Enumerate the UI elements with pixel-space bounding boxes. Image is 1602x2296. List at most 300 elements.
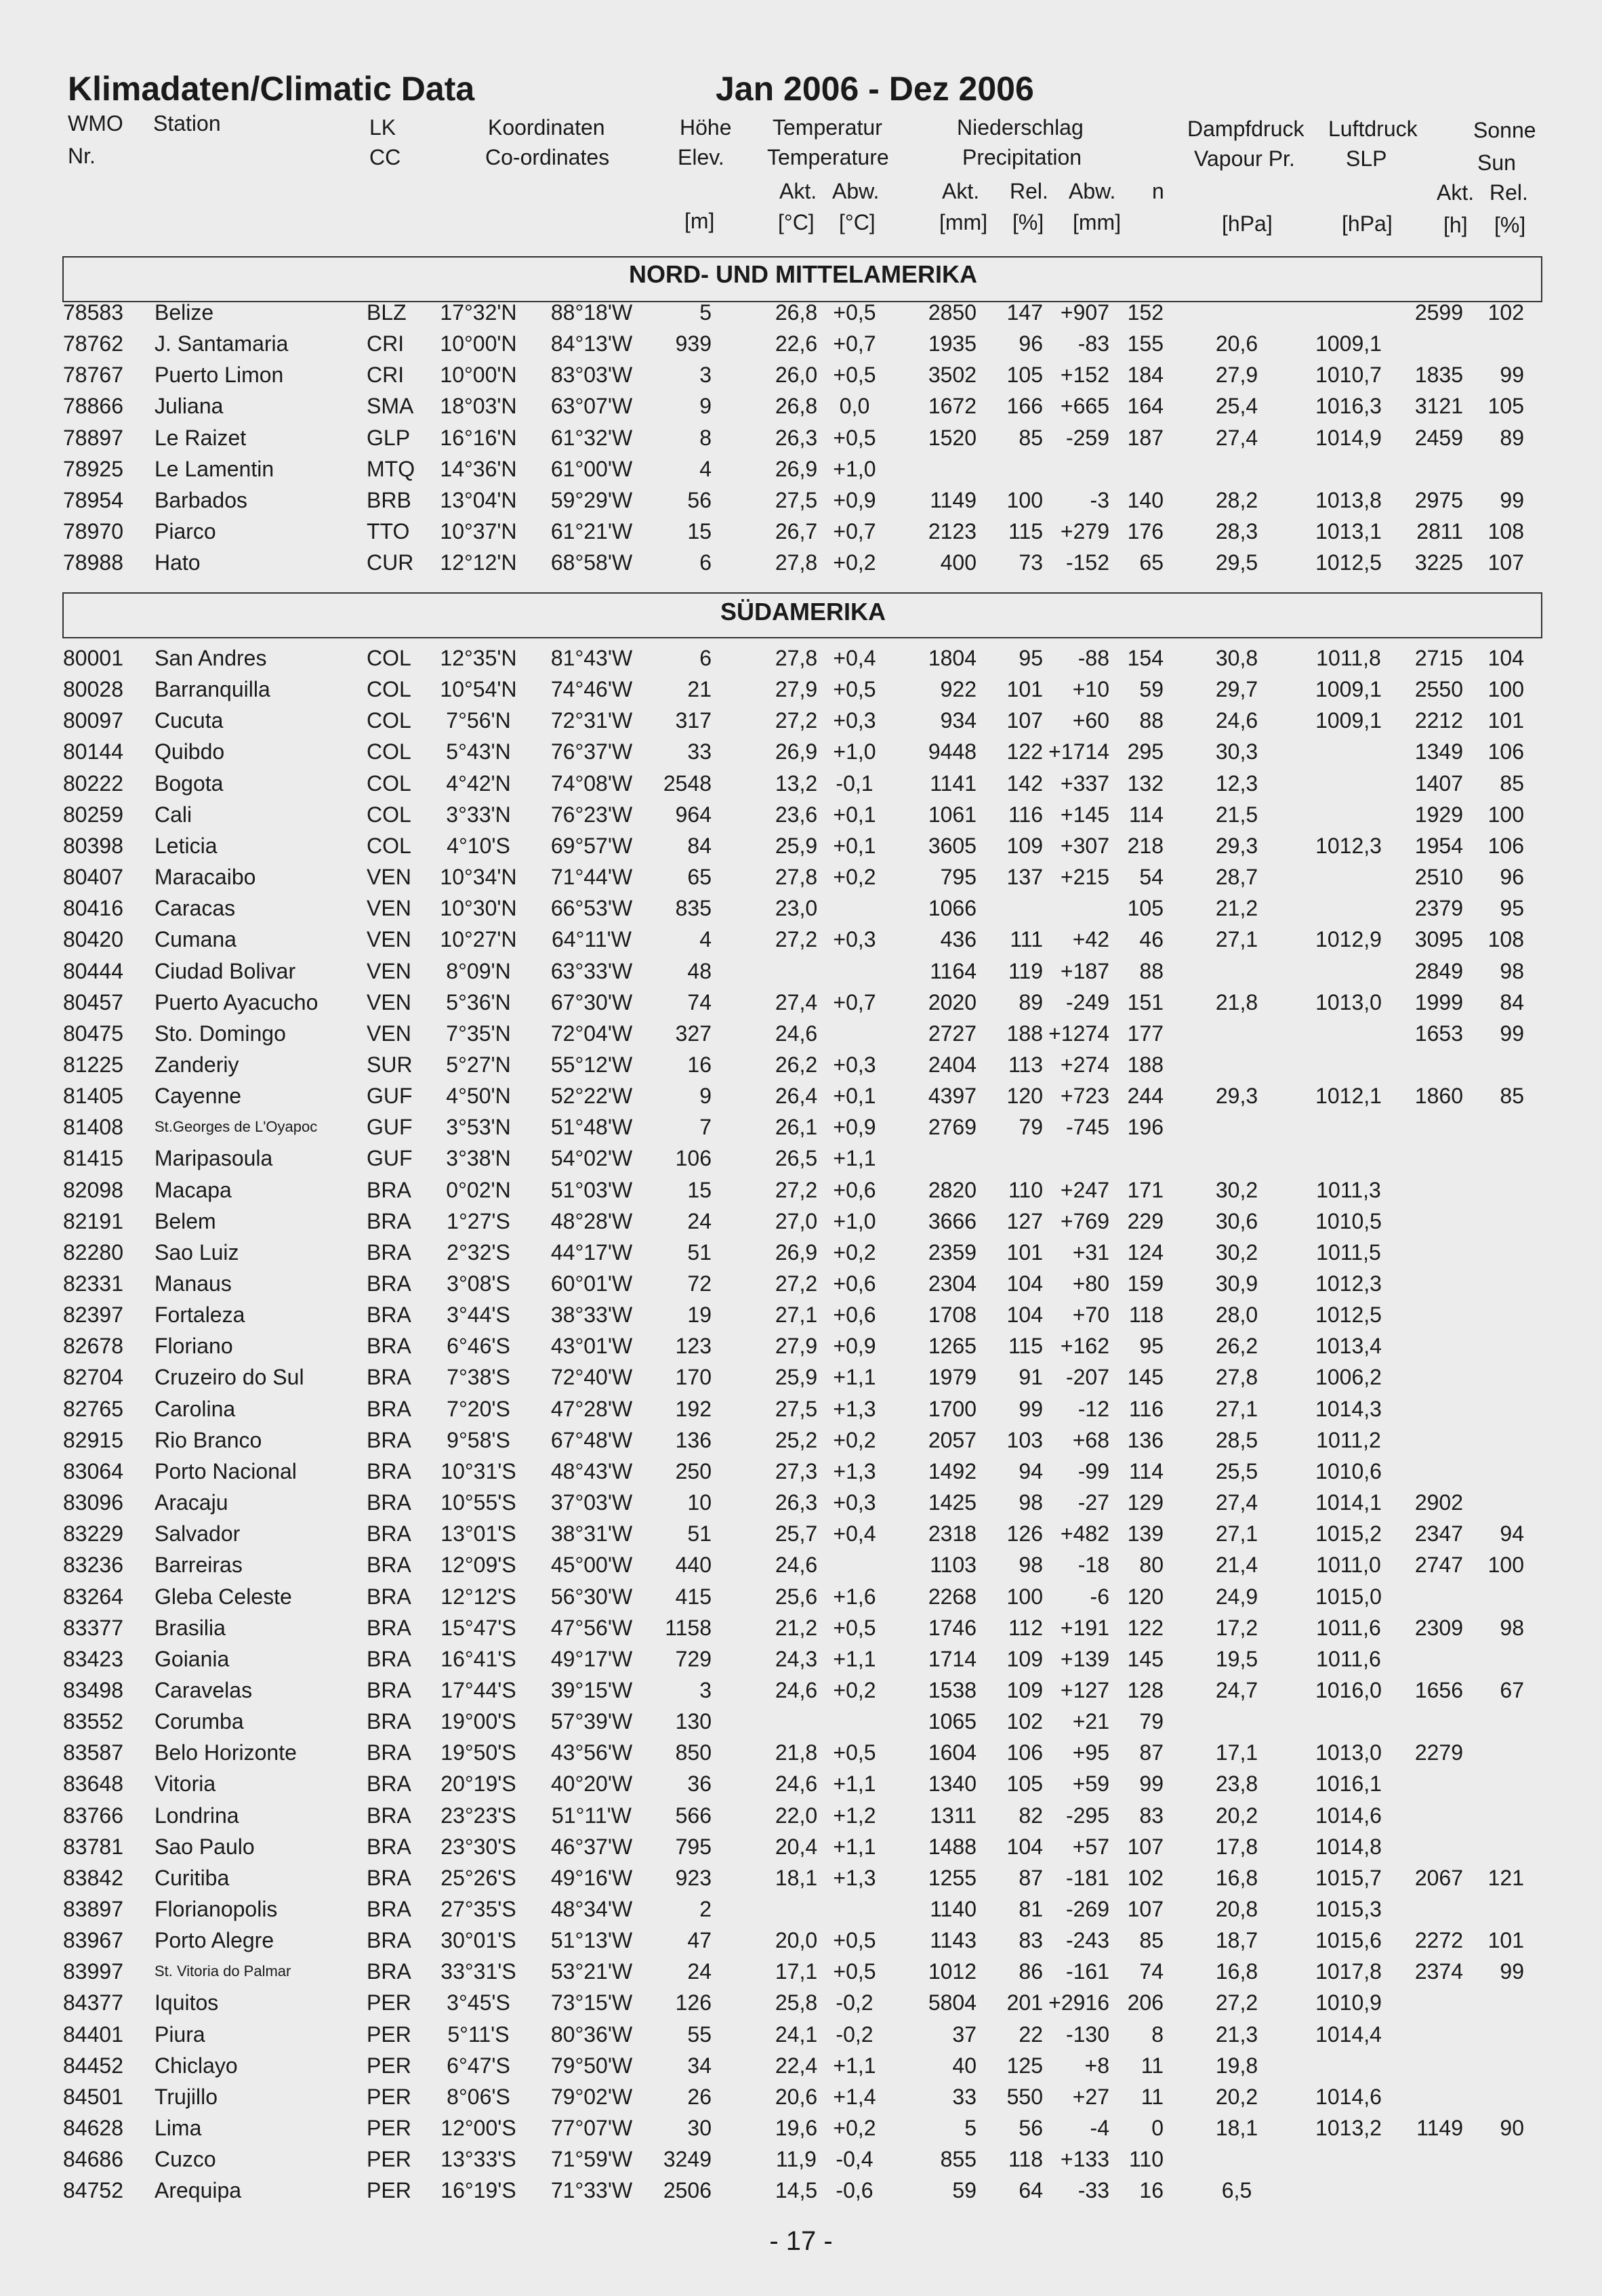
precip-actual-cell: 1340 — [928, 1771, 977, 1797]
country-code-cell: PER — [367, 2116, 411, 2141]
precip-relative-cell: 86 — [1019, 1959, 1043, 1984]
latitude-cell: 15°47'S — [440, 1615, 516, 1640]
temp-actual-cell: 25,9 — [775, 833, 818, 858]
table-row — [0, 1987, 1602, 2018]
country-code-cell: BRA — [367, 1959, 411, 1984]
precip-relative-cell: 109 — [1006, 1677, 1043, 1702]
temp-deviation-cell: +1,1 — [833, 1771, 876, 1797]
station-name-cell: Arequipa — [155, 2178, 242, 2203]
precip-actual-cell: 3605 — [928, 833, 977, 858]
latitude-cell: 10°31'S — [440, 1458, 516, 1483]
precip-days-cell: 11 — [1141, 2053, 1164, 2078]
temp-actual-cell: 25,7 — [775, 1521, 818, 1546]
precip-actual-cell: 2850 — [928, 300, 977, 325]
country-code-cell: BRA — [367, 1928, 411, 1953]
precip-deviation-cell: +31 — [1072, 1239, 1109, 1265]
latitude-cell: 8°06'S — [447, 2084, 510, 2109]
longitude-cell: 43°56'W — [550, 1740, 633, 1765]
precip-days-cell: 54 — [1139, 865, 1164, 890]
vapour-pressure-cell: 12,3 — [1215, 771, 1258, 796]
page-number: - 17 - — [769, 2226, 833, 2256]
sunshine-hours-cell: 2715 — [1414, 646, 1463, 670]
header-dampfdruck: Dampfdruck — [1187, 117, 1305, 141]
precip-actual-cell: 4397 — [928, 1084, 977, 1109]
table-row — [0, 1237, 1602, 1268]
temp-deviation-cell: +1,0 — [833, 1208, 876, 1233]
precip-relative-cell: 109 — [1006, 1646, 1043, 1671]
vapour-pressure-cell: 29,5 — [1215, 550, 1258, 575]
latitude-cell: 4°50'N — [446, 1084, 511, 1109]
elevation-cell: 923 — [675, 1865, 712, 1890]
sea-level-pressure-cell: 1013,0 — [1315, 1740, 1382, 1765]
header-prec-unit-abw: [mm] — [1073, 210, 1122, 234]
precip-deviation-cell: +10 — [1072, 677, 1109, 702]
sunshine-relative-cell: 107 — [1487, 550, 1524, 575]
sunshine-hours-cell: 2067 — [1414, 1865, 1463, 1890]
wmo-number-cell: 80097 — [63, 708, 123, 733]
elevation-cell: 51 — [687, 1521, 712, 1546]
country-code-cell: BRA — [367, 1584, 411, 1609]
country-code-cell: BRA — [367, 1803, 411, 1828]
longitude-cell: 46°37'W — [550, 1834, 633, 1859]
temp-actual-cell: 11,9 — [776, 2147, 817, 2172]
wmo-number-cell: 83587 — [63, 1740, 123, 1765]
sea-level-pressure-cell: 1011,8 — [1316, 646, 1381, 670]
longitude-cell: 47°28'W — [550, 1396, 633, 1421]
latitude-cell: 2°32'S — [447, 1239, 510, 1265]
period-title: Jan 2006 - Dez 2006 — [716, 70, 1034, 108]
elevation-cell: 192 — [675, 1396, 712, 1421]
elevation-cell: 51 — [687, 1239, 712, 1265]
precip-days-cell: 136 — [1127, 1427, 1164, 1452]
precip-deviation-cell: -295 — [1065, 1803, 1109, 1828]
table-row — [0, 1800, 1602, 1831]
precip-days-cell: 114 — [1128, 1458, 1164, 1483]
precip-deviation-cell: -88 — [1077, 646, 1109, 670]
precip-relative-cell: 95 — [1019, 646, 1043, 670]
elevation-cell: 65 — [687, 865, 712, 890]
wmo-number-cell: 81415 — [63, 1146, 123, 1171]
temp-actual-cell: 26,8 — [775, 300, 818, 325]
station-name-cell: Barranquilla — [155, 677, 270, 702]
precip-days-cell: 59 — [1139, 677, 1164, 702]
temp-actual-cell: 26,9 — [775, 1239, 818, 1265]
station-name-cell: Barbados — [155, 487, 247, 512]
precip-relative-cell: 127 — [1006, 1208, 1043, 1233]
table-row — [0, 1299, 1602, 1330]
elevation-cell: 327 — [675, 1021, 712, 1046]
longitude-cell: 55°12'W — [550, 1052, 633, 1077]
precip-relative-cell: 104 — [1006, 1271, 1043, 1296]
elevation-cell: 2 — [699, 1897, 712, 1921]
wmo-number-cell: 84452 — [63, 2053, 123, 2078]
header-temp-abw: Abw. — [832, 179, 880, 203]
sunshine-relative-cell: 95 — [1500, 896, 1524, 921]
sunshine-relative-cell: 100 — [1487, 802, 1524, 827]
country-code-cell: VEN — [367, 927, 411, 952]
header-prec-unit-akt: [mm] — [939, 210, 988, 234]
elevation-cell: 55 — [687, 2022, 712, 2047]
header-sun: Sun — [1477, 150, 1516, 175]
precip-actual-cell: 1708 — [928, 1303, 977, 1328]
temp-deviation-cell: +0,9 — [833, 1115, 876, 1140]
precip-actual-cell: 59 — [952, 2178, 977, 2203]
sea-level-pressure-cell: 1016,1 — [1315, 1771, 1382, 1797]
sea-level-pressure-cell: 1017,8 — [1315, 1959, 1382, 1984]
sunshine-relative-cell: 102 — [1487, 300, 1524, 325]
sea-level-pressure-cell: 1014,6 — [1315, 1803, 1382, 1828]
precip-relative-cell: 550 — [1006, 2084, 1043, 2109]
table-row — [0, 390, 1602, 422]
elevation-cell: 9 — [699, 394, 712, 419]
temp-deviation-cell: +0,7 — [833, 519, 876, 544]
elevation-cell: 15 — [687, 1177, 712, 1202]
precip-days-cell: 244 — [1127, 1084, 1164, 1109]
precip-days-cell: 140 — [1127, 487, 1164, 512]
latitude-cell: 5°11'S — [447, 2022, 510, 2047]
wmo-number-cell: 83096 — [63, 1490, 123, 1515]
table-row — [0, 642, 1602, 674]
precip-days-cell: 110 — [1128, 2147, 1164, 2172]
precip-deviation-cell: +133 — [1060, 2147, 1109, 2172]
table-row — [0, 1456, 1602, 1487]
header-precipitation: Precipitation — [962, 145, 1082, 169]
sunshine-relative-cell: 99 — [1500, 363, 1524, 388]
precip-days-cell: 11 — [1141, 2084, 1164, 2109]
precip-deviation-cell: -18 — [1077, 1553, 1109, 1578]
station-name-cell: Sao Paulo — [155, 1834, 255, 1859]
table-row — [0, 1706, 1602, 1737]
precip-relative-cell: 91 — [1019, 1365, 1043, 1390]
temp-actual-cell: 27,3 — [775, 1458, 818, 1483]
sea-level-pressure-cell: 1014,3 — [1315, 1396, 1382, 1421]
precip-relative-cell: 110 — [1008, 1177, 1043, 1202]
wmo-number-cell: 80259 — [63, 802, 123, 827]
elevation-cell: 19 — [687, 1303, 712, 1328]
vapour-pressure-cell: 30,8 — [1215, 646, 1258, 670]
sea-level-pressure-cell: 1010,6 — [1315, 1458, 1382, 1483]
sunshine-relative-cell: 96 — [1500, 865, 1524, 890]
temp-actual-cell: 26,0 — [775, 363, 818, 388]
precip-actual-cell: 2727 — [928, 1021, 977, 1046]
precip-deviation-cell: +279 — [1060, 519, 1109, 544]
elevation-cell: 795 — [675, 1834, 712, 1859]
temp-deviation-cell: -0,2 — [836, 1990, 874, 2015]
precip-days-cell: 155 — [1127, 331, 1164, 356]
temp-actual-cell: 26,9 — [775, 739, 818, 764]
temp-deviation-cell: -0,2 — [836, 2022, 874, 2047]
elevation-cell: 24 — [687, 1208, 712, 1233]
precip-days-cell: 122 — [1127, 1615, 1164, 1640]
precip-deviation-cell: -130 — [1065, 2022, 1109, 2047]
vapour-pressure-cell: 21,8 — [1215, 989, 1258, 1014]
sea-level-pressure-cell: 1012,3 — [1315, 1271, 1382, 1296]
temp-actual-cell: 27,9 — [775, 1334, 818, 1359]
precip-deviation-cell: +187 — [1060, 958, 1109, 983]
temp-deviation-cell: -0,6 — [836, 2178, 874, 2203]
longitude-cell: 64°11'W — [552, 927, 632, 952]
vapour-pressure-cell: 30,2 — [1215, 1177, 1258, 1202]
sea-level-pressure-cell: 1011,5 — [1316, 1239, 1381, 1265]
table-row — [0, 1330, 1602, 1361]
temp-deviation-cell: +0,3 — [833, 927, 876, 952]
sunshine-relative-cell: 94 — [1500, 1521, 1524, 1546]
wmo-number-cell: 78954 — [63, 487, 123, 512]
table-row — [0, 987, 1602, 1018]
longitude-cell: 72°31'W — [550, 708, 633, 733]
precip-relative-cell: 56 — [1019, 2116, 1043, 2141]
precip-relative-cell: 102 — [1006, 1709, 1043, 1734]
vapour-pressure-cell: 28,2 — [1215, 487, 1258, 512]
station-name-cell: Belem — [155, 1208, 216, 1233]
temp-deviation-cell: +1,1 — [833, 1646, 876, 1671]
station-name-cell: Corumba — [155, 1709, 244, 1734]
precip-actual-cell: 37 — [952, 2022, 977, 2047]
region-label-south-america: SÜDAMERIKA — [720, 598, 886, 626]
wmo-number-cell: 82191 — [63, 1208, 123, 1233]
wmo-number-cell: 78762 — [63, 331, 123, 356]
precip-actual-cell: 2404 — [928, 1052, 977, 1077]
station-name-cell: Le Lamentin — [155, 456, 274, 481]
header-prec-abw: Abw. — [1069, 179, 1116, 203]
table-row — [0, 674, 1602, 705]
latitude-cell: 7°20'S — [447, 1396, 510, 1421]
temp-actual-cell: 22,4 — [775, 2053, 818, 2078]
sea-level-pressure-cell: 1009,1 — [1315, 677, 1382, 702]
header-hoehe: Höhe — [680, 115, 732, 140]
precip-days-cell: 79 — [1139, 1709, 1164, 1734]
precip-actual-cell: 1979 — [928, 1365, 977, 1390]
precip-days-cell: 87 — [1139, 1740, 1164, 1765]
precip-actual-cell: 2820 — [928, 1177, 977, 1202]
country-code-cell: PER — [367, 2178, 411, 2203]
temp-actual-cell: 27,5 — [775, 1396, 818, 1421]
sunshine-hours-cell: 1999 — [1414, 989, 1463, 1014]
temp-deviation-cell: +0,5 — [833, 363, 876, 388]
country-code-cell: BRA — [367, 1208, 411, 1233]
country-code-cell: BRA — [367, 1490, 411, 1515]
precip-relative-cell: 100 — [1006, 487, 1043, 512]
station-name-cell: Carolina — [155, 1396, 236, 1421]
elevation-cell: 6 — [699, 550, 712, 575]
header-prec-akt: Akt. — [942, 179, 980, 203]
country-code-cell: COL — [367, 646, 411, 670]
precip-actual-cell: 40 — [952, 2053, 977, 2078]
temp-actual-cell: 27,8 — [775, 550, 818, 575]
temp-deviation-cell: +1,2 — [833, 1803, 876, 1828]
precip-days-cell: 46 — [1139, 927, 1164, 952]
station-name-cell: Cumana — [155, 927, 237, 952]
station-name-cell: J. Santamaria — [155, 331, 289, 356]
table-row — [0, 422, 1602, 453]
header-sun-akt: Akt. — [1437, 180, 1475, 205]
temp-actual-cell: 25,8 — [775, 1990, 818, 2015]
wmo-number-cell: 82331 — [63, 1271, 123, 1296]
vapour-pressure-cell: 23,8 — [1215, 1771, 1258, 1797]
sea-level-pressure-cell: 1016,3 — [1315, 394, 1382, 419]
temp-actual-cell: 26,7 — [775, 519, 818, 544]
longitude-cell: 71°44'W — [550, 865, 633, 890]
elevation-cell: 2506 — [663, 2178, 712, 2203]
header-koordinaten: Koordinaten — [488, 115, 605, 140]
latitude-cell: 13°33'S — [440, 2147, 516, 2172]
table-row — [0, 328, 1602, 359]
precip-actual-cell: 1520 — [928, 425, 977, 450]
sea-level-pressure-cell: 1011,2 — [1316, 1427, 1381, 1452]
sea-level-pressure-cell: 1014,6 — [1315, 2084, 1382, 2109]
sea-level-pressure-cell: 1015,0 — [1315, 1584, 1382, 1609]
precip-deviation-cell: +42 — [1072, 927, 1109, 952]
temp-deviation-cell: +0,5 — [833, 1928, 876, 1953]
elevation-cell: 26 — [687, 2084, 712, 2109]
latitude-cell: 6°47'S — [447, 2053, 510, 2078]
wmo-number-cell: 84752 — [63, 2178, 123, 2203]
precip-deviation-cell: +907 — [1060, 300, 1109, 325]
temp-deviation-cell: +0,9 — [833, 487, 876, 512]
station-name-cell: Belize — [155, 300, 214, 325]
country-code-cell: BRA — [367, 1709, 411, 1734]
precip-days-cell: 196 — [1127, 1115, 1164, 1140]
vapour-pressure-cell: 20,8 — [1215, 1897, 1258, 1921]
vapour-pressure-cell: 28,5 — [1215, 1427, 1258, 1452]
precip-days-cell: 65 — [1139, 550, 1164, 575]
elevation-cell: 850 — [675, 1740, 712, 1765]
wmo-number-cell: 78897 — [63, 425, 123, 450]
sunshine-hours-cell: 2510 — [1414, 865, 1463, 890]
country-code-cell: VEN — [367, 958, 411, 983]
longitude-cell: 67°48'W — [550, 1427, 633, 1452]
precip-relative-cell: 79 — [1019, 1115, 1043, 1140]
table-row — [0, 2019, 1602, 2050]
sunshine-relative-cell: 104 — [1487, 646, 1524, 670]
elevation-cell: 47 — [687, 1928, 712, 1953]
temp-actual-cell: 24,6 — [775, 1553, 818, 1578]
latitude-cell: 10°00'N — [440, 363, 517, 388]
precip-deviation-cell: -259 — [1065, 425, 1109, 450]
sea-level-pressure-cell: 1015,6 — [1315, 1928, 1382, 1953]
header-temp-unit-akt: [°C] — [778, 210, 815, 234]
precip-relative-cell: 104 — [1006, 1834, 1043, 1859]
country-code-cell: PER — [367, 2084, 411, 2109]
precip-deviation-cell: +191 — [1060, 1615, 1109, 1640]
station-name-cell: Iquitos — [155, 1990, 219, 2015]
elevation-cell: 566 — [675, 1803, 712, 1828]
longitude-cell: 59°29'W — [550, 487, 633, 512]
precip-relative-cell: 96 — [1019, 331, 1043, 356]
elevation-cell: 7 — [699, 1115, 712, 1140]
latitude-cell: 12°12'N — [440, 550, 517, 575]
temp-actual-cell: 14,5 — [775, 2178, 818, 2203]
table-row — [0, 830, 1602, 861]
precip-actual-cell: 1065 — [928, 1709, 977, 1734]
elevation-cell: 8 — [699, 425, 712, 450]
precip-days-cell: 128 — [1127, 1677, 1164, 1702]
longitude-cell: 43°01'W — [550, 1334, 633, 1359]
longitude-cell: 44°17'W — [550, 1239, 633, 1265]
precip-deviation-cell: +80 — [1072, 1271, 1109, 1296]
vapour-pressure-cell: 29,3 — [1215, 1084, 1258, 1109]
wmo-number-cell: 84501 — [63, 2084, 123, 2109]
vapour-pressure-cell: 28,3 — [1215, 519, 1258, 544]
temp-deviation-cell: +1,0 — [833, 456, 876, 481]
precip-actual-cell: 2304 — [928, 1271, 977, 1296]
latitude-cell: 3°33'N — [446, 802, 511, 827]
precip-deviation-cell: +70 — [1072, 1303, 1109, 1328]
temp-actual-cell: 27,4 — [775, 989, 818, 1014]
latitude-cell: 25°26'S — [440, 1865, 516, 1890]
wmo-number-cell: 83064 — [63, 1458, 123, 1483]
header-coordinates: Co-ordinates — [485, 145, 610, 169]
station-name-cell: Quibdo — [155, 739, 225, 764]
precip-relative-cell: 112 — [1008, 1615, 1043, 1640]
precip-actual-cell: 3502 — [928, 363, 977, 388]
latitude-cell: 3°38'N — [446, 1146, 511, 1171]
station-name-cell: Puerto Ayacucho — [155, 989, 319, 1014]
vapour-pressure-cell: 20,2 — [1215, 2084, 1258, 2109]
elevation-cell: 3249 — [663, 2147, 712, 2172]
sunshine-relative-cell: 101 — [1487, 708, 1524, 733]
table-row — [0, 2112, 1602, 2144]
longitude-cell: 40°20'W — [550, 1771, 633, 1797]
table-row — [0, 1831, 1602, 1862]
vapour-pressure-cell: 27,4 — [1215, 425, 1258, 450]
sunshine-relative-cell: 85 — [1500, 771, 1524, 796]
country-code-cell: GUF — [367, 1146, 413, 1171]
station-name-cell: Salvador — [155, 1521, 241, 1546]
wmo-number-cell: 78925 — [63, 456, 123, 481]
sunshine-hours-cell: 2599 — [1414, 300, 1463, 325]
precip-actual-cell: 2318 — [928, 1521, 977, 1546]
country-code-cell: PER — [367, 2147, 411, 2172]
country-code-cell: BLZ — [367, 300, 407, 325]
precip-actual-cell: 1311 — [930, 1803, 977, 1828]
station-name-cell: Cuzco — [155, 2147, 216, 2172]
temp-deviation-cell: +1,3 — [833, 1865, 876, 1890]
header-luftdruck: Luftdruck — [1328, 117, 1418, 141]
precip-relative-cell: 22 — [1019, 2022, 1043, 2047]
precip-actual-cell: 2769 — [928, 1115, 977, 1140]
longitude-cell: 61°00'W — [550, 456, 633, 481]
sea-level-pressure-cell: 1015,7 — [1315, 1865, 1382, 1890]
wmo-number-cell: 84377 — [63, 1990, 123, 2015]
country-code-cell: BRA — [367, 1834, 411, 1859]
station-name-cell: Leticia — [155, 833, 218, 858]
wmo-number-cell: 80475 — [63, 1021, 123, 1046]
precip-relative-cell: 87 — [1019, 1865, 1043, 1890]
sea-level-pressure-cell: 1009,1 — [1315, 708, 1382, 733]
temp-deviation-cell: +0,6 — [833, 1271, 876, 1296]
temp-actual-cell: 25,2 — [775, 1427, 818, 1452]
wmo-number-cell: 80144 — [63, 739, 123, 764]
precip-actual-cell: 1061 — [928, 802, 977, 827]
sunshine-hours-cell: 2811 — [1416, 519, 1463, 544]
header-sun-unit-rel: [%] — [1494, 213, 1526, 237]
temp-actual-cell: 26,4 — [775, 1084, 818, 1109]
table-row — [0, 736, 1602, 767]
precip-deviation-cell: +145 — [1060, 802, 1109, 827]
precip-days-cell: 88 — [1139, 958, 1164, 983]
longitude-cell: 79°02'W — [550, 2084, 633, 2109]
temp-actual-cell: 13,2 — [775, 771, 818, 796]
vapour-pressure-cell: 27,9 — [1215, 363, 1258, 388]
elevation-cell: 729 — [675, 1646, 712, 1671]
table-row — [0, 1487, 1602, 1518]
table-row — [0, 2175, 1602, 2206]
temp-actual-cell: 22,6 — [775, 331, 818, 356]
latitude-cell: 16°19'S — [440, 2178, 516, 2203]
precip-days-cell: 118 — [1128, 1303, 1164, 1328]
precip-actual-cell: 1488 — [928, 1834, 977, 1859]
